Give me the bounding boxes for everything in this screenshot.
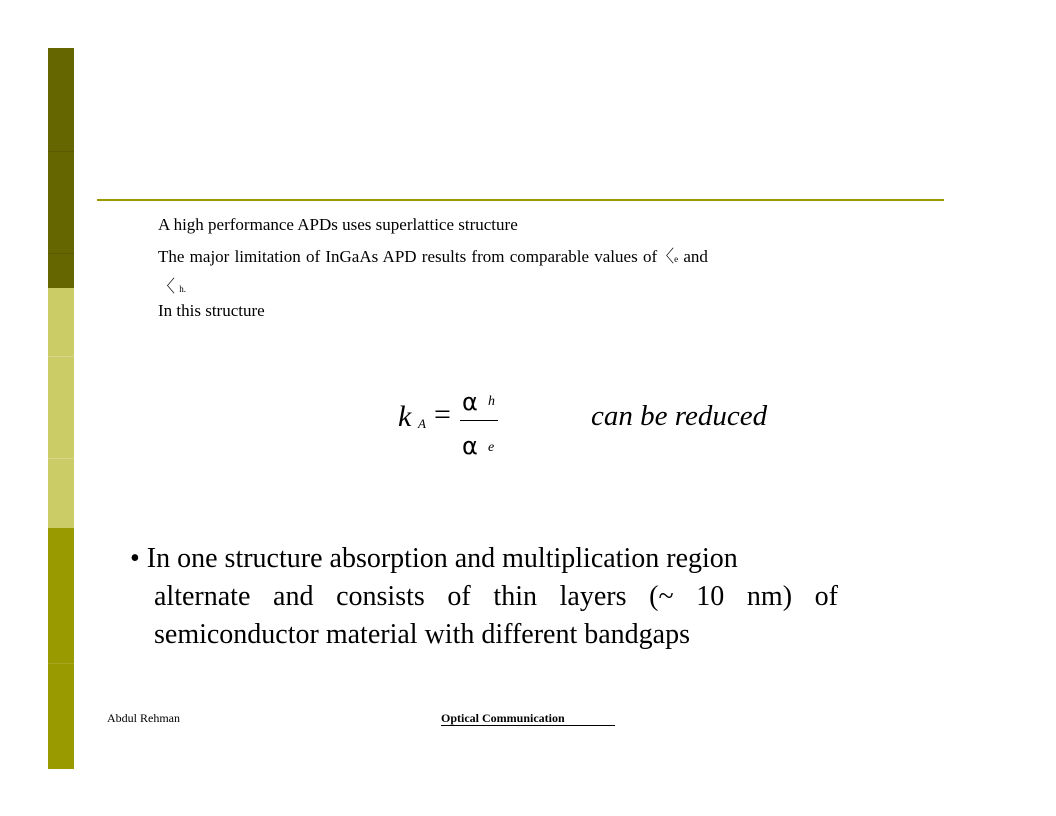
- title-divider: [97, 199, 944, 201]
- subscript-e: e: [674, 254, 679, 264]
- subscript-h: h.: [179, 284, 186, 294]
- footer-author: Abdul Rehman: [107, 711, 180, 725]
- formula-alpha-numerator: α: [462, 388, 478, 416]
- intro-line-1: A high performance APDs uses superlattice structure: [158, 215, 518, 234]
- formula-equals: =: [434, 398, 451, 431]
- sidebar-segment: [48, 288, 74, 356]
- intro-line-4: In this structure: [158, 301, 265, 320]
- ionization-ratio-formula: [398, 388, 818, 463]
- bullet-line-3: semiconductor material with different bandgaps: [154, 619, 690, 650]
- bullet-line-1: • In one structure absorption and multiplication region: [130, 543, 738, 574]
- sidebar-accent-bar: [48, 48, 74, 768]
- formula-subscript-h: h: [488, 394, 495, 409]
- bullet-line-2: alternate and consists of thin layers (~ 10 nm) of: [154, 581, 838, 612]
- sidebar-segment: [48, 458, 74, 529]
- fraction-bar: [460, 420, 498, 421]
- intro-line-3: [158, 277, 186, 299]
- sidebar-segment: [48, 253, 74, 289]
- intro-line-2-end: and: [683, 247, 708, 266]
- bullet-point: [130, 540, 838, 654]
- formula-k-subscript: A: [418, 416, 426, 431]
- formula-k: k: [398, 400, 412, 433]
- sidebar-segment: [48, 48, 74, 151]
- footer-course-title: Optical Communication: [441, 711, 615, 726]
- sidebar-segment: [48, 663, 74, 769]
- sidebar-segment: [48, 528, 74, 663]
- formula-alpha-denominator: α: [462, 432, 478, 460]
- intro-line-2-text: The major limitation of InGaAs APD results from comparable values of〈: [158, 247, 675, 266]
- formula-subscript-e: e: [488, 440, 495, 455]
- sidebar-segment: [48, 356, 74, 459]
- alpha-glyph: 〈: [158, 277, 175, 296]
- formula-caption: can be reduced: [591, 400, 768, 432]
- sidebar-segment: [48, 151, 74, 254]
- intro-line-2: [158, 247, 708, 269]
